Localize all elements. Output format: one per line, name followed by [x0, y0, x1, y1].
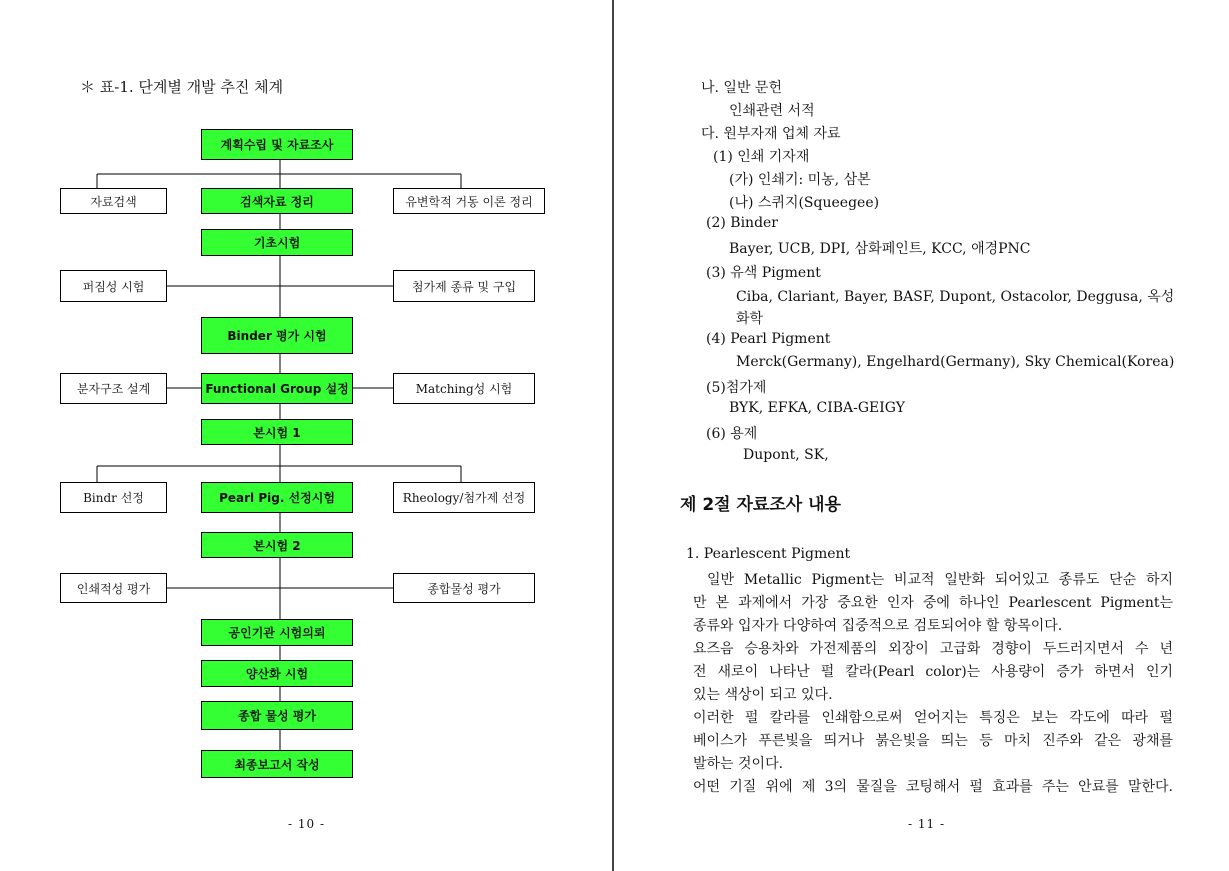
flow-matching-test-box: Matching성 시험	[393, 373, 535, 404]
flow-printability-box: 인쇄적성 평가	[60, 573, 167, 603]
flow-plan-box: 계획수립 및 자료조사	[201, 129, 353, 160]
text-line: (2) Binder	[706, 215, 779, 231]
flow-molecular-design-box: 분자구조 설계	[60, 373, 167, 404]
flow-mass-production-box: 양산화 시험	[201, 660, 353, 687]
text-line: (1) 인쇄 기자재	[713, 149, 810, 165]
paragraph-line: 전 새로이 나타난 펄 칼라(Pearl color)는 사용량이 증가 하면서 인기	[693, 664, 1173, 680]
paragraph-line: 어떤 기질 위에 제 3의 물질을 코팅해서 펄 효과를 주는 안료를 말한다.	[693, 779, 1173, 795]
text-line: 다. 원부자재 업체 자료	[701, 126, 841, 142]
text-line: (가) 인쇄기: 미농, 삼본	[729, 172, 871, 188]
paragraph-line: 이러한 펄 칼라를 인쇄함으로써 얻어지는 특징은 보는 각도에 따라 펄	[693, 710, 1173, 726]
paragraph-line: 만 본 과제에서 가장 중요한 인자 중에 하나인 Pearlescent Pigment는	[693, 595, 1173, 611]
table-title: ＊ 표-1. 단계별 개발 추진 체계	[80, 78, 284, 96]
text-line: Bayer, UCB, DPI, 삼화페인트, KCC, 애경PNC	[729, 241, 1031, 257]
section-heading: 제 2절 자료조사 내용	[680, 495, 841, 515]
flow-final-property-box: 종합 물성 평가	[201, 701, 353, 730]
text-line: 화학	[736, 311, 764, 327]
flow-main-test-2-box: 본시험 2	[201, 532, 353, 558]
flow-rheology-select-box: Rheology/첨가제 선정	[393, 482, 535, 513]
flow-official-test-box: 공인기관 시험의뢰	[201, 619, 353, 646]
paragraph-line: 발하는 것이다.	[693, 756, 784, 772]
text-line: 나. 일반 문헌	[701, 80, 782, 96]
flow-basic-test-box: 기초시험	[201, 229, 353, 256]
text-line: (3) 유색 Pigment	[706, 265, 821, 281]
subheading: 1. Pearlescent Pigment	[686, 546, 851, 562]
flow-search-box: 자료검색	[60, 188, 167, 214]
text-line: Ciba, Clariant, Bayer, BASF, Dupont, Ostacolor, Deggusa, 옥성	[736, 289, 1175, 305]
page-number-right: - 11 -	[908, 817, 946, 831]
page-number-left: - 10 -	[288, 817, 326, 831]
paragraph-line: 종류와 입자가 다양하여 집중적으로 검토되어야 할 항목이다.	[693, 618, 1063, 634]
flow-functional-group-box: Functional Group 설정	[201, 373, 353, 404]
page-gutter	[612, 0, 614, 871]
flow-organize-box: 검색자료 정리	[201, 188, 353, 214]
flow-bindr-select-box: Bindr 선정	[60, 482, 167, 513]
flow-additive-purchase-box: 첨가제 종류 및 구입	[393, 270, 535, 302]
paragraph-line: 요즈음 승용차와 가전제품의 외장이 고급화 경향이 두드러지면서 수 년	[693, 641, 1173, 657]
text-line: (4) Pearl Pigment	[706, 331, 831, 347]
flow-wetting-test-box: 퍼짐성 시험	[60, 270, 167, 302]
text-line: Dupont, SK,	[743, 447, 829, 463]
flow-rheology-theory-box: 유변학적 거동 이론 정리	[393, 188, 545, 214]
left-page	[0, 0, 612, 871]
text-line: (나) 스퀴지(Squeegee)	[729, 195, 880, 211]
flow-overall-property-box: 종합물성 평가	[393, 573, 535, 603]
flow-binder-eval-box: Binder 평가 시험	[201, 317, 353, 354]
text-line: 인쇄관련 서적	[729, 103, 815, 119]
paragraph-line: 베이스가 푸른빛을 띄거나 붉은빛을 띄는 등 마치 진주와 같은 광채를	[693, 733, 1173, 749]
flow-pearl-select-box: Pearl Pig. 선정시험	[201, 482, 353, 513]
flow-final-report-box: 최종보고서 작성	[201, 750, 353, 778]
text-line: Merck(Germany), Engelhard(Germany), Sky Chemical(Korea)	[736, 354, 1175, 370]
flow-main-test-1-box: 본시험 1	[201, 419, 353, 445]
paragraph-line: 있는 색상이 되고 있다.	[693, 687, 833, 703]
text-line: BYK, EFKA, CIBA-GEIGY	[729, 400, 905, 416]
paragraph-line: 일반 Metallic Pigment는 비교적 일반화 되어있고 종류도 단순 하지	[707, 572, 1173, 588]
text-line: (5)첨가제	[706, 380, 767, 396]
text-line: (6) 용제	[706, 426, 758, 442]
